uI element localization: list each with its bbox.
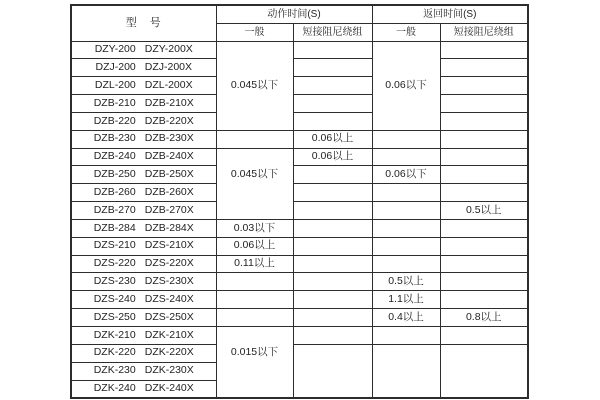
model-a: DZB-250 bbox=[93, 168, 136, 181]
model-cell bbox=[71, 148, 216, 166]
model-cell bbox=[71, 59, 216, 77]
model-a: DZS-250 bbox=[93, 310, 136, 323]
cell-action-damped: 0.06以上 bbox=[293, 148, 372, 166]
cell-action-damped bbox=[293, 344, 372, 398]
model-a: DZB-284 bbox=[93, 221, 136, 234]
table-row bbox=[71, 112, 528, 130]
cell-return-damped bbox=[440, 237, 528, 255]
model-cell bbox=[71, 130, 216, 148]
cell-action-general: 0.045以下 bbox=[216, 148, 293, 219]
table-row bbox=[71, 95, 528, 113]
model-cell bbox=[71, 380, 216, 398]
model-b: DZB-250X bbox=[144, 168, 194, 181]
cell-action-damped bbox=[293, 327, 372, 345]
cell-return-general bbox=[372, 219, 440, 237]
model-b: DZS-220X bbox=[144, 257, 194, 270]
table-row bbox=[71, 148, 528, 166]
model-a: DZK-240 bbox=[93, 381, 136, 394]
table-row bbox=[71, 166, 528, 184]
model-a: DZJ-200 bbox=[95, 60, 136, 73]
cell-action-damped bbox=[293, 112, 372, 130]
model-a: DZY-200 bbox=[94, 43, 136, 56]
model-a: DZB-230 bbox=[93, 132, 136, 145]
model-cell bbox=[71, 255, 216, 273]
cell-return-damped bbox=[440, 41, 528, 59]
cell-return-damped bbox=[440, 344, 528, 398]
model-a: DZK-210 bbox=[93, 328, 136, 341]
cell-action-damped bbox=[293, 237, 372, 255]
cell-return-general bbox=[372, 237, 440, 255]
model-b: DZJ-200X bbox=[144, 60, 193, 73]
cell-action-general: 0.045以下 bbox=[216, 41, 293, 130]
cell-action-damped bbox=[293, 95, 372, 113]
cell-return-damped bbox=[440, 184, 528, 202]
table-row bbox=[71, 309, 528, 327]
header-model: 型 号 bbox=[71, 5, 216, 41]
cell-return-damped bbox=[440, 148, 528, 166]
cell-return-general bbox=[372, 202, 440, 220]
cell-action-general: 0.06以上 bbox=[216, 237, 293, 255]
model-b: DZB-230X bbox=[144, 132, 194, 145]
cell-return-general: 0.4以上 bbox=[372, 309, 440, 327]
model-b: DZB-284X bbox=[144, 221, 194, 234]
model-b: DZB-240X bbox=[144, 150, 194, 163]
cell-return-damped bbox=[440, 77, 528, 95]
table-row bbox=[71, 273, 528, 291]
model-a: DZL-200 bbox=[94, 78, 136, 91]
model-b: DZB-210X bbox=[144, 96, 194, 109]
cell-action-general bbox=[216, 273, 293, 291]
cell-action-general bbox=[216, 130, 293, 148]
cell-return-general bbox=[372, 255, 440, 273]
cell-action-damped bbox=[293, 59, 372, 77]
cell-action-damped bbox=[293, 255, 372, 273]
cell-action-damped bbox=[293, 219, 372, 237]
model-b: DZS-230X bbox=[144, 275, 194, 288]
table-row bbox=[71, 202, 528, 220]
relay-timing-table-wrap bbox=[70, 4, 529, 399]
cell-return-damped: 0.8以上 bbox=[440, 309, 528, 327]
header-return-damped: 短接阻尼绕组 bbox=[440, 23, 528, 41]
cell-action-damped bbox=[293, 291, 372, 309]
model-a: DZB-260 bbox=[93, 185, 136, 198]
model-a: DZB-240 bbox=[93, 150, 136, 163]
table-row bbox=[71, 291, 528, 309]
model-a: DZB-220 bbox=[93, 114, 136, 127]
cell-return-general bbox=[372, 327, 440, 345]
model-b: DZL-200X bbox=[144, 78, 193, 91]
model-cell bbox=[71, 291, 216, 309]
model-b: DZB-270X bbox=[144, 203, 194, 216]
cell-return-damped bbox=[440, 112, 528, 130]
model-b: DZK-220X bbox=[144, 346, 194, 359]
cell-return-damped bbox=[440, 95, 528, 113]
table-row bbox=[71, 344, 528, 362]
cell-return-damped bbox=[440, 291, 528, 309]
cell-return-general bbox=[372, 344, 440, 398]
model-b: DZK-210X bbox=[144, 328, 194, 341]
cell-return-general: 0.06以下 bbox=[372, 41, 440, 130]
model-b: DZS-240X bbox=[144, 292, 194, 305]
model-b: DZK-240X bbox=[144, 381, 194, 394]
table-row bbox=[71, 327, 528, 345]
cell-return-general bbox=[372, 184, 440, 202]
model-cell bbox=[71, 77, 216, 95]
header-action-general: 一般 bbox=[216, 23, 293, 41]
cell-action-general: 0.03以下 bbox=[216, 219, 293, 237]
header-action-damped: 短接阻尼绕组 bbox=[293, 23, 372, 41]
cell-return-general bbox=[372, 148, 440, 166]
cell-return-damped bbox=[440, 219, 528, 237]
cell-return-damped: 0.5以上 bbox=[440, 202, 528, 220]
model-b: DZK-230X bbox=[144, 364, 194, 377]
cell-return-damped bbox=[440, 255, 528, 273]
cell-return-general: 0.5以上 bbox=[372, 273, 440, 291]
model-cell bbox=[71, 362, 216, 380]
model-b: DZY-200X bbox=[144, 43, 193, 56]
model-cell bbox=[71, 237, 216, 255]
cell-action-damped bbox=[293, 77, 372, 95]
cell-return-damped bbox=[440, 166, 528, 184]
header-return-time: 返回时间(S) bbox=[372, 5, 528, 23]
cell-action-general: 0.015以下 bbox=[216, 327, 293, 398]
model-cell bbox=[71, 327, 216, 345]
table-row bbox=[71, 77, 528, 95]
model-a: DZB-210 bbox=[93, 96, 136, 109]
cell-action-damped bbox=[293, 273, 372, 291]
table-row bbox=[71, 41, 528, 59]
cell-action-general bbox=[216, 291, 293, 309]
table-row bbox=[71, 59, 528, 77]
cell-action-damped bbox=[293, 202, 372, 220]
table-row bbox=[71, 255, 528, 273]
model-cell bbox=[71, 273, 216, 291]
table-row bbox=[71, 130, 528, 148]
model-a: DZB-270 bbox=[93, 203, 136, 216]
model-a: DZS-240 bbox=[93, 292, 136, 305]
model-cell bbox=[71, 184, 216, 202]
model-cell bbox=[71, 112, 216, 130]
model-b: DZS-250X bbox=[144, 310, 194, 323]
relay-timing-table bbox=[70, 4, 529, 399]
model-a: DZS-210 bbox=[93, 239, 136, 252]
model-cell bbox=[71, 166, 216, 184]
cell-return-damped bbox=[440, 130, 528, 148]
cell-action-general: 0.11以上 bbox=[216, 255, 293, 273]
cell-return-general bbox=[372, 130, 440, 148]
cell-action-damped: 0.06以上 bbox=[293, 130, 372, 148]
model-cell bbox=[71, 309, 216, 327]
model-b: DZB-260X bbox=[144, 185, 194, 198]
table-row bbox=[71, 184, 528, 202]
model-cell bbox=[71, 202, 216, 220]
header-return-general: 一般 bbox=[372, 23, 440, 41]
cell-return-damped bbox=[440, 327, 528, 345]
model-cell bbox=[71, 95, 216, 113]
cell-action-damped bbox=[293, 41, 372, 59]
table-row bbox=[71, 237, 528, 255]
header-action-time: 动作时间(S) bbox=[216, 5, 372, 23]
model-a: DZK-220 bbox=[93, 346, 136, 359]
model-a: DZK-230 bbox=[93, 364, 136, 377]
cell-return-general: 0.06以下 bbox=[372, 166, 440, 184]
model-cell bbox=[71, 219, 216, 237]
cell-return-damped bbox=[440, 273, 528, 291]
cell-action-general bbox=[216, 309, 293, 327]
model-b: DZS-210X bbox=[144, 239, 194, 252]
table-row bbox=[71, 219, 528, 237]
cell-action-damped bbox=[293, 309, 372, 327]
model-a: DZS-230 bbox=[93, 275, 136, 288]
model-b: DZB-220X bbox=[144, 114, 194, 127]
model-cell bbox=[71, 41, 216, 59]
model-a: DZS-220 bbox=[93, 257, 136, 270]
cell-action-damped bbox=[293, 166, 372, 184]
cell-return-damped bbox=[440, 59, 528, 77]
cell-return-general: 1.1以上 bbox=[372, 291, 440, 309]
cell-action-damped bbox=[293, 184, 372, 202]
model-cell bbox=[71, 344, 216, 362]
